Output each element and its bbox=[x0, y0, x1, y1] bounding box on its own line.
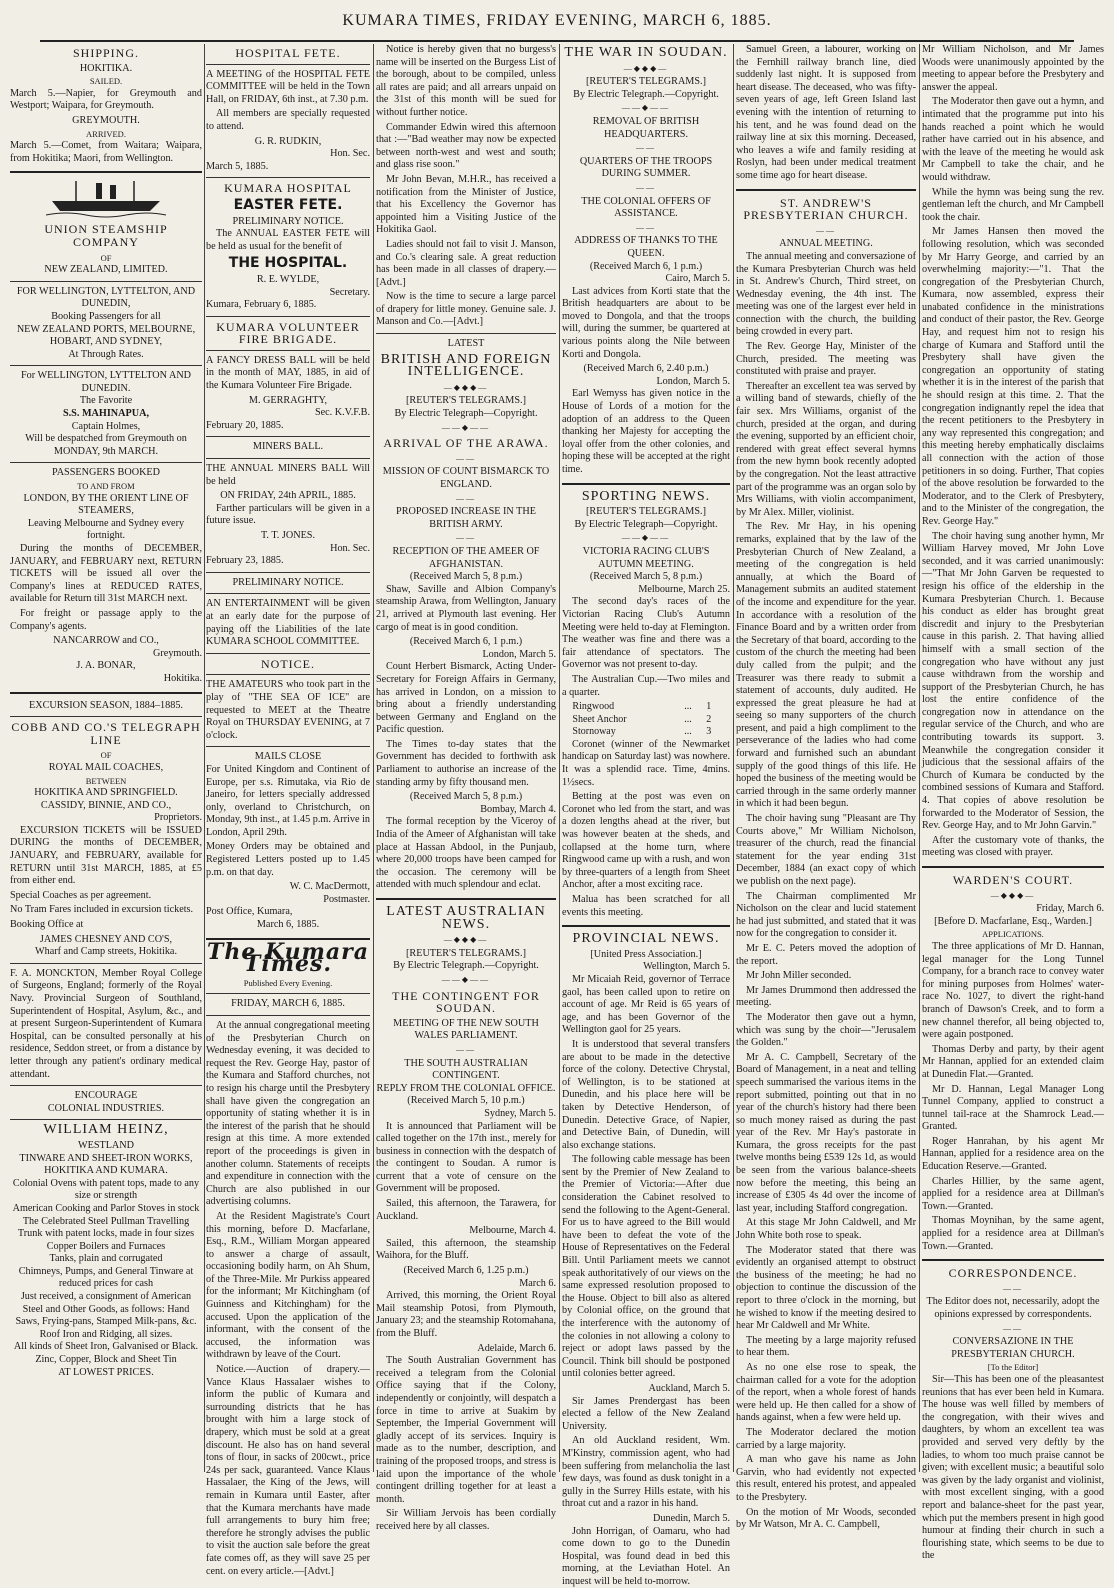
mails-body: For United Kingdom and Continent of Europe, per s.s. Rimutaka, via Rio de Janeiro, for letters specially addressed only, overland to Christchurch, on Monday, 9th inst., at 1.45 p.m. Arrive in London, April 29th. bbox=[206, 764, 370, 840]
bombay-dateline: Bombay, March 4. bbox=[376, 804, 556, 817]
before-line: [Before D. Macfarlane, Esq., Warden.] bbox=[922, 916, 1104, 929]
melbourne-dateline: Melbourne, March 4. bbox=[376, 1225, 556, 1238]
divider bbox=[206, 653, 370, 654]
excursion-title: EXCURSION SEASON, 1884–1885. bbox=[10, 700, 202, 713]
divider bbox=[10, 1085, 202, 1086]
mails-money: Money Orders may be obtained and Registered Letters posted up to 1.45 p.m. on that day. bbox=[206, 841, 370, 879]
divider bbox=[206, 350, 370, 351]
union-booking: Booking Passengers for all bbox=[10, 311, 202, 324]
miners-sig-title: Hon. Sec. bbox=[206, 543, 370, 556]
wylde-date: Kumara, February 6, 1885. bbox=[206, 299, 370, 312]
church-para-10: The Moderator then gave out a hymn, which was sung by the choir—"Jerusalem the Golden." bbox=[736, 1012, 916, 1050]
church-para-7: Mr E. C. Peters moved the adoption of the report. bbox=[736, 943, 916, 968]
heinz-westland: WESTLAND bbox=[10, 1140, 202, 1153]
heinz-places: HOKITIKA AND KUMARA. bbox=[10, 1165, 202, 1178]
bfi-heading: BRITISH AND FOREIGN INTELLIGENCE. bbox=[376, 354, 556, 379]
divider bbox=[206, 593, 370, 594]
horse-name: Stornoway bbox=[570, 726, 682, 739]
divider bbox=[206, 746, 370, 747]
adelaide-dateline: Adelaide, March 6. bbox=[376, 1343, 556, 1356]
church-cont-6: After the customary vote of thanks, the meeting was closed with prayer. bbox=[922, 835, 1104, 860]
miners-heading: MINERS BALL. bbox=[206, 441, 370, 454]
table-row bbox=[570, 714, 721, 727]
union-of: OF bbox=[10, 252, 202, 265]
divider bbox=[10, 281, 202, 282]
heinz-tanks: Tanks, plain and corrugated bbox=[10, 1253, 202, 1266]
greymouth-heading: GREYMOUTH. bbox=[10, 115, 202, 128]
divider bbox=[10, 963, 202, 964]
dunedin-dateline: Dunedin, March 5. bbox=[562, 1513, 730, 1526]
moncton-ad: F. A. MONCKTON, Member Royal College of Surgeons, England; formerly of the Royal Navy. Provincial Surgeon of Southland, Superintendent of Hospital, Asylum, &c., and at present Surgeon-Superintendent of Kumara Hospital, can be consulted personally at his residence, Seddon street, or from a distance by letter through any patient's ordinary medical attendant. bbox=[10, 968, 202, 1081]
the-hospital: THE HOSPITAL. bbox=[206, 257, 370, 270]
bevan-notice: Mr John Bevan, M.H.R., has received a notification from the Minister of Justice, that his Excellency the Governor has appointed him a Visiting Justice of the Hokitika Gaol. bbox=[376, 174, 556, 237]
table-row bbox=[570, 726, 721, 739]
divider bbox=[922, 866, 1104, 868]
divider bbox=[206, 674, 370, 675]
received-2: (Received March 6, 1 p.m.) bbox=[376, 636, 556, 649]
coronet-para: Coronet (winner of the Newmarket handicap on Saturday last) was nowhere. It was a splendid race. Time, 4mins. 1½secs. bbox=[562, 739, 730, 789]
ornament: ——◆—— bbox=[562, 532, 730, 545]
union-nz: NEW ZEALAND, LIMITED. bbox=[10, 264, 202, 277]
ornament: ——◆—— bbox=[376, 974, 556, 987]
ornament: —◆◆◆— bbox=[376, 382, 556, 395]
friday-dateline: Friday, March 6. bbox=[922, 903, 1104, 916]
now-ad: Now is the time to secure a large parcel of drapery for little money. Genuine sale. J. Manson and Co.—[Advt.] bbox=[376, 291, 556, 329]
transfers-para: It is understood that several transfers are about to be made in the detective force of the colony. Detective Chrystal, of Wellington, is to be stationed at Dunedin, and his place here will be taken by Detective Henderson, of Dunedin. Detective Grace, of Napier, and Detective Bain, of Dunedin, will also exchange stations. bbox=[562, 1039, 730, 1152]
app-4: Roger Hanrahan, by his agent Mr Hannan, applied for a residence area on the Education Reserve.—Granted. bbox=[922, 1136, 1104, 1174]
sailed-label: SAILED. bbox=[10, 75, 202, 88]
union-captain: Captain Holmes, bbox=[10, 421, 202, 434]
ornament: ——◆—— bbox=[562, 102, 730, 115]
viceroy-para: The formal reception by the Viceroy of India of the Ameer of Afghanistan will take place at Hassan Abdool, in the Punjaub, where 20,000 troops have been camped for the occasion. The ceremony will be attended with much splendour and eclat. bbox=[376, 816, 556, 892]
cobb-title: COBB AND CO.'S TELEGRAPH LINE bbox=[10, 721, 202, 746]
lead-para-3: Notice.—Auction of drapery.—Vance Klaus Hassalaer wishes to inform the public of Kumara and surrounding districts that he has brought with him a large stock of drapery, which must be sold at a great discount. He also has on hand several tons of flour, in sacks of 200cwt., price 24s per sack, guaranteed. Vance Klaus Hassalaer, the King of the Jews, will remain in Kumara until Easter, after that the Kumara merchants have made full arrangements to bury him free; therefore he strongly advises the public to visit the auction sale before the great fate comes off, as they will save 25 per cent. on every article.—[Advt.] bbox=[206, 1364, 370, 1578]
fete-members: All members are specially requested to attend. bbox=[206, 108, 370, 133]
heinz-prices: AT LOWEST PRICES. bbox=[10, 1367, 202, 1380]
column-rule bbox=[559, 44, 560, 1472]
column-rule bbox=[733, 44, 734, 1472]
london-dateline: London, March 5. bbox=[562, 376, 730, 389]
latest-australian: LATEST AUSTRALIAN NEWS. bbox=[376, 906, 556, 931]
union-for: FOR WELLINGTON, LYTTELTON, AND DUNEDIN, bbox=[10, 286, 202, 311]
cobb-special: Special Coaches as per agreement. bbox=[10, 890, 202, 903]
cup-para: The Australian Cup.—Two miles and a quarter. bbox=[562, 674, 730, 699]
cobb-tram: No Tram Fares included in excursion tickets. bbox=[10, 904, 202, 917]
wemyss-para: Earl Wemyss has given notice in the House of Lords of a motion for the adoption of an address to the Queen thanking her Majesty for accepting the loyal offer from the other colonies, and hoping these will be accepted at the right time. bbox=[562, 388, 730, 476]
divider bbox=[206, 1015, 370, 1016]
cairo-dateline: Cairo, March 5. bbox=[562, 273, 730, 286]
reuters-label-2: [REUTER'S TELEGRAMS.] bbox=[376, 948, 556, 961]
auckland-dateline: Auckland, March 5. bbox=[562, 1383, 730, 1396]
heinz-chimneys: Chimneys, Pumps, and General Tinware at reduced prices for cash bbox=[10, 1266, 202, 1291]
pass-agent2: J. A. BONAR, bbox=[10, 660, 202, 673]
ornament: —— bbox=[922, 1323, 1104, 1336]
waihora-para: Sailed, this afternoon, the steamship Waihora, for the Bluff. bbox=[376, 1238, 556, 1263]
ornament: —◆◆◆— bbox=[562, 63, 730, 76]
ornament: —— bbox=[562, 142, 730, 155]
divider bbox=[206, 458, 370, 459]
miners-sig: T. T. JONES. bbox=[206, 530, 370, 543]
church-para-2: The Rev. George Hay, Minister of the Church, presided. The meeting was constituted with praise and prayer. bbox=[736, 341, 916, 379]
paper-nameplate: The Kumara Times. bbox=[206, 946, 370, 971]
reuters-label: [REUTER'S TELEGRAMS.] bbox=[562, 76, 730, 89]
times-para: The Times to-day states that the Government has decided to forthwith ask Parliament to authorise an increase of the standing army by fifty thousand men. bbox=[376, 739, 556, 789]
union-ports: NEW ZEALAND PORTS, MELBOURNE, HOBART, AND SYDNEY, bbox=[10, 324, 202, 349]
divider bbox=[10, 171, 202, 173]
fete-sig: G. R. RUDKIN, bbox=[206, 136, 370, 149]
kinstry-para: An old Auckland resident, Wm. M'Kinstry, commission agent, who had been suffering from melancholia the last few days, was found as dusk tonight in a gully in the Surrey Hills estate, with his throat cut and a razor in his hand. bbox=[562, 1435, 730, 1511]
hospital-heading: KUMARA HOSPITAL bbox=[206, 182, 370, 195]
vrc-heading: VICTORIA RACING CLUB'S AUTUMN MEETING. bbox=[562, 546, 730, 571]
church-para-9: Mr James Drummond then addressed the meeting. bbox=[736, 985, 916, 1010]
fire-body: A FANCY DRESS BALL will be held in the month of MAY, 1885, in aid of the Kumara Volunteer Fire Brigade. bbox=[206, 355, 370, 393]
ornament: —— bbox=[376, 1044, 556, 1057]
colonial-industries: COLONIAL INDUSTRIES. bbox=[10, 1103, 202, 1116]
ornament: —— bbox=[922, 1283, 1104, 1296]
mails-date: March 6, 1885. bbox=[206, 919, 370, 932]
divider bbox=[10, 462, 202, 463]
easter-fete: EASTER FETE. bbox=[206, 199, 370, 212]
pass-booked: PASSENGERS BOOKED bbox=[10, 467, 202, 480]
app-5: Charles Hillier, by the same agent, applied for a residence area at Dillman's Town.—Granted. bbox=[922, 1176, 1104, 1214]
by-electric: By Electric Telegraph.—Copyright. bbox=[562, 89, 730, 102]
orient-para: Arrived, this morning, the Orient Royal Mail steamship Potosi, from Plymouth, January 23; and the steamship Rotomahana, from the Bluff. bbox=[376, 1290, 556, 1340]
mails-heading: MAILS CLOSE bbox=[206, 751, 370, 764]
miners-date: February 23, 1885. bbox=[206, 555, 370, 568]
church-cont-1: Mr William Nicholson, and Mr James Woods were unanimously appointed by the meeting to appear before the Presbytery and answer the appeal. bbox=[922, 44, 1104, 94]
place: 3 bbox=[704, 726, 721, 739]
column-6 bbox=[922, 44, 1104, 1472]
message-para: The following cable message has been sent by the Premier of New Zealand to the Premier of Victoria:—After due consideration the Cabinet resolved to send the following to the Agent-General. For us to have agreed to the Bill would have been to defeat the vote of the House of Representatives on the Federal Bill. Until Parliament meets we cannot speak authoritatively of our views on the same expressed resolution proposed to the House. Object to bill also as altered by Colonial office, on the ground that the interference with the autonomy of the colonies in not allowing a colony to reject or adopt laws passed by the Council. Think bill should be postponed until colonies better agreed. bbox=[562, 1154, 730, 1381]
app-3: Mr D. Hannan, Legal Manager Long Tunnel Company, applied to construct a tunnel tail-race at the Shamrock Lead.—Granted. bbox=[922, 1084, 1104, 1134]
heinz-received: Just received, a consignment of American Steel and Other Goods, as follows: Hand Saws, Frying-pans, Stamped Milk-pans, &c. bbox=[10, 1291, 202, 1329]
address-heading: ADDRESS OF THANKS TO THE QUEEN. bbox=[562, 235, 730, 260]
fire-sig: M. GERRAGHTY, bbox=[206, 395, 370, 408]
burgess-notice: Notice is hereby given that no burgess's name will be inserted on the Burgess List of the borough, about to be compiled, unless all rates are paid; and all arrears unpaid on the 31st of this month will be sued for without further notice. bbox=[376, 44, 556, 120]
notice-body: THE AMATEURS who took part in the play of "THE SEA OF ICE" are requested to MEET at the Theatre Royal on THURSDAY EVENING, at 7 o'clock. bbox=[206, 679, 370, 742]
mails-sig: W. C. MacDermott, bbox=[206, 881, 370, 894]
church-para-11: Mr A. C. Campbell, Secretary of the Board of Management, in a neat and telling speech summarised the various items in the report submitted, pointing out that in no year of the church's history had there been so much money raised as during the past year of the Rev. Mr Hay's pastorate in Kumara, the gross receipts for the past twelve months being £539 12s 1d, as would be seen from the various balance-sheets now before the meeting, this being an increase of £305 4s 4d over the income of last year, including Stafford congregation. bbox=[736, 1052, 916, 1216]
arawa-heading: ARRIVAL OF THE ARAWA. bbox=[376, 437, 556, 450]
church-para-6: The Chairman complimented Mr Nicholson on the clear and lucid statement he had just submitted, and stated that it was now for the congregation to consider it. bbox=[736, 891, 916, 941]
reid-para: Mr Micaiah Reid, governor of Terrace gaol, has been called upon to retire on account of age. Mr Reid is 65 years of age, and has been Governor of the Wellington gaol for 25 years. bbox=[562, 974, 730, 1037]
hokitika-heading: HOKITIKA. bbox=[10, 63, 202, 76]
leader-dots: ... bbox=[682, 701, 704, 714]
shipping-heading: SHIPPING. bbox=[10, 47, 202, 60]
pass-to: TO AND FROM bbox=[10, 480, 202, 493]
church-cont-3: While the hymn was being sung the rev. gentleman left the church, and Mr Campbell took the chair. bbox=[922, 187, 1104, 225]
divider bbox=[922, 1259, 1104, 1261]
church-cont-4: Mr James Hansen then moved the following resolution, which was seconded by Mr Harry George, and carried by an overwhelming majority:—"1. That the congregation of the Presbyterian Church, Kumara, now assembled, express their unabated confidence in the ministrations and conduct of their pastor, the Rev. George Hay, and request him not to resign his charge of Kumara and Stafford until the Presbytery shall have given the congregation an opportunity of stating whether it is in the interest of the parish that he should resign at this time. 2. That the congregation indignantly repel the idea that the recent petitioners to the Presbytery in any way represented this congregation; and this meeting hereby emphatically disclaims all connection with the action of those petitioners in so doing. Further, That copies of the above resolution be forwarded to the Moderator, and to the Clerk of Presbytery, and to the Minister of the congregation, the Rev. George Hay." bbox=[922, 226, 1104, 528]
lead-para-2: At the Resident Magistrate's Court this morning, before D. Macfarlane, Esq., R.M., William Morgan appeared to answer a charge of assault, occasioning bodily harm, on Ah Shum, of the Three-Mile. Mr Purkiss appeared for the informant; Mr Kitchingham (of Guinness and Kitchingham) for the accused. Upon the application of the informant, with the consent of the accused, the information was withdrawn by leave of the Court. bbox=[206, 1211, 370, 1362]
column-3 bbox=[376, 44, 556, 1472]
union-date: MONDAY, 9th MARCH. bbox=[10, 446, 202, 459]
korti-para: Last advices from Korti state that the British headquarters are about to be moved to Dongola, and that the troops will, during the summer, be quartered at various points along the Nile between Korti and Dongola. bbox=[562, 286, 730, 362]
wellington-dateline: Wellington, March 5. bbox=[562, 961, 730, 974]
masthead: KUMARA TIMES, FRIDAY EVENING, MARCH 6, 1885. bbox=[40, 6, 1074, 42]
church-para-16: The Moderator declared the motion carried by a large majority. bbox=[736, 1427, 916, 1452]
union-ship: S.S. MAHINAPUA, bbox=[10, 408, 202, 421]
divider bbox=[206, 177, 370, 178]
church-para-8: Mr John Miller seconded. bbox=[736, 970, 916, 983]
received-3: (Received March 5, 8 p.m.) bbox=[376, 791, 556, 804]
church-para-5: The choir having sung "Pleasant are Thy Courts above," Mr William Nicholson, treasurer of the church, read the financial statement for the year ending 31st December, 1884 (an exact copy of which we publish on the next page). bbox=[736, 813, 916, 889]
received-1: (Received March 5, 8 p.m.) bbox=[376, 571, 556, 584]
ornament: —— bbox=[376, 532, 556, 545]
reception-heading: RECEPTION OF THE AMEER OF AFGHANISTAN. bbox=[376, 546, 556, 571]
provincial-heading: PROVINCIAL NEWS. bbox=[562, 933, 730, 946]
church-para-1: The annual meeting and conversazione of the Kumara Presbyterian Church was held in St. Andrew's Church, Third street, on Wednesday evening, the 4th inst. The meeting was one of the largest ever held in connection with the church, the building being crowded in every part. bbox=[736, 251, 916, 339]
place: 1 bbox=[704, 701, 721, 714]
miners-body: THE ANNUAL MINERS BALL Will be held bbox=[206, 463, 370, 488]
column-2 bbox=[206, 44, 370, 1472]
heinz-stoves: American Cooking and Parlor Stoves in stock bbox=[10, 1203, 202, 1216]
divider bbox=[10, 365, 202, 366]
mails-sig-title: Postmaster. bbox=[206, 894, 370, 907]
lead-para-1: At the annual congregational meeting of the Presbyterian Church on Wednesday evening, it was decided to request the Rev. George Hay, pastor of the Kumara and Stafford churches, not to resign his charge until the Presbytery shall have given the congregation an opportunity of stating whether it is in the interest of the parish that he should resign at this time. A more extended report of the proceedings is given in another column. Statements of receipts and expenditure in connection with the Church are also published in our advertising columns. bbox=[206, 1020, 370, 1209]
fete-date: March 5, 1885. bbox=[206, 161, 370, 174]
steamship-icon bbox=[46, 179, 166, 219]
pass-agent1-place: Greymouth. bbox=[10, 648, 202, 661]
arrived-label: ARRIVED. bbox=[10, 128, 202, 141]
cobb-props-label: Proprietors. bbox=[10, 812, 202, 825]
wylde-sig: R. E. WYLDE, bbox=[206, 274, 370, 287]
march6-dateline: March 6. bbox=[376, 1278, 556, 1291]
church-para-4: The Rev. Mr Hay, in his opening remarks, explained that by the law of the Presbyterian Church of New Zealand, a meeting of the congregation is held annually, at which the Board of Management submits an audited statement of the income and expenditure for the year. In accordance with a resolution of the Finance Board and by a written order from the Secretary of that board, according to the custom of the church the meeting had been duly called from the pulpit; and the Treasurer was there ready to submit a statement of accounts, duly audited. He expressed the great pleasure he had at seeing so many supporters of the church present, and paid a high compliment to the perseverance of the ladies who had come forward and furnished such an abundant supply of the good things of this life. He hoped the business of the meeting would be carried through in the same orderly manner in which it had been begun. bbox=[736, 521, 916, 811]
heinz-boilers: Copper Boilers and Furnaces bbox=[10, 1241, 202, 1254]
divider bbox=[10, 692, 202, 694]
divider bbox=[376, 333, 556, 334]
column-rule bbox=[919, 44, 920, 1472]
adelaide-para: The South Australian Government has received a telegram from the Colonial Office saying that if the Colony, independently or conjointly, will despatch a force in time to arrive at Suakim by September, the Imperial Government will gladly accept of its services. Inquiry is made as to the number, description, and training of the proposed troops, and stress is laid upon the importance of the whole contingent drilling together for at least a month. bbox=[376, 1355, 556, 1506]
church-para-15: As no one else rose to speak, the chairman called for a vote for the adoption of the report, when a whole forest of hands were held up. He then called for a show of hands against, when a few were held up. bbox=[736, 1362, 916, 1425]
heinz-works: TINWARE AND SHEET-IRON WORKS, bbox=[10, 1153, 202, 1166]
divider bbox=[10, 1119, 202, 1120]
second-day-para: The second day's races of the Victorian Racing Club's Autumn Meeting were held to-day at Flemington. The weather was fine and there was a fair attendance of spectators. The Governor was not present to-day. bbox=[562, 596, 730, 672]
leader-dots: ... bbox=[682, 726, 704, 739]
column-4 bbox=[562, 44, 730, 1472]
cobb-wharf: Wharf and Camp streets, Hokitika. bbox=[10, 946, 202, 959]
fete-sig-title: Hon. Sec. bbox=[206, 148, 370, 161]
app-6: Thomas Moynihan, by the same agent, applied for a residence area at Dillman's Town.—Granted. bbox=[922, 1215, 1104, 1253]
ornament: —◆◆◆— bbox=[376, 934, 556, 947]
greymouth-arrived: March 5.—Comet, from Waitara; Waipara, from Hokitika; Maori, from Wellington. bbox=[10, 140, 202, 165]
divider bbox=[206, 64, 370, 65]
church-para-18: On the motion of Mr Woods, seconded by Mr Watson, Mr A. C. Campbell, bbox=[736, 1507, 916, 1532]
south-aus-heading: THE SOUTH AUSTRALIAN CONTINGENT. bbox=[376, 1058, 556, 1083]
notice-heading: NOTICE. bbox=[206, 658, 370, 671]
divider bbox=[206, 993, 370, 994]
union-for2: For WELLINGTON, LYTTELTON AND DUNEDIN. bbox=[10, 370, 202, 395]
fete-body: A MEETING of the HOSPITAL FETE COMMITTEE will be held in the Town Hall, on FRIDAY, 6th inst., at 7.30 p.m. bbox=[206, 69, 370, 107]
proposed-heading: PROPOSED INCREASE IN THE BRITISH ARMY. bbox=[376, 506, 556, 531]
heinz-sheet: All kinds of Sheet Iron, Galvanised or Black. bbox=[10, 1341, 202, 1354]
miners-further: Farther particulars will be given in a future issue. bbox=[206, 503, 370, 528]
meeting-nsw: MEETING OF THE NEW SOUTH WALES PARLIAMENT. bbox=[376, 1018, 556, 1043]
reuters-label: [REUTER'S TELEGRAMS.] bbox=[376, 395, 556, 408]
divider bbox=[206, 436, 370, 437]
church-cont-2: The Moderator then gave out a hymn, and intimated that the programme put into his hands reached a point which he would rather have carried out in his absence, and with the leave of the meeting he would ask Mr Campbell to take the chair, and he would withdraw. bbox=[922, 96, 1104, 184]
horrigan-para: John Horrigan, of Oamaru, who had come down to go to the Dunedin Hospital, was found dead in bed this morning, at the Leviathan Hotel. An inquest will be held to-morrow. bbox=[562, 1526, 730, 1588]
church-cont-5: The choir having sung another hymn, Mr William Harvey moved, Mr John Love seconded, and it was carried unanimously:—"That Mr John Garven be requested to resign his office of the eldership in the Kumara Presbyterian Church. 1. Because his conduct as elder has brought great discredit and injury to the Presbyterian cause in this parish. 2. That having allied himself with a small section of the congregation who have without any just cause withdrawn from the worship and support of the Presbyterian Church, he has lost the entire confidence of the congregation now in attendance on the regular service of the Church, and who are contributing towards its support. 3. Meanwhile the congregation consider it judicious that the sessional affairs of the Church of Kumara be conducted by the combined sessions of Kumara and Stafford. 4. That copies of above resolution be forwarded to the Moderator of Session, the Rev. George Hay, and to Mr John Garvin." bbox=[922, 531, 1104, 833]
pass-agent1: NANCARROW and CO., bbox=[10, 635, 202, 648]
app-1: The three applications of Mr D. Hannan, legal manager for the Long Tunnel Company, for a branch race to convey water for mining purposes from Holmes' water-race No. 1027, to divert the right-hand branch of Dawson's Creek, and to form a new channel therefor, all being objected to, were again postponed. bbox=[922, 941, 1104, 1042]
to-editor: [To the Editor] bbox=[922, 1361, 1104, 1374]
horse-name: Ringwood bbox=[570, 701, 682, 714]
church-para-14: The meeting by a large majority refused to hear them. bbox=[736, 1335, 916, 1360]
ornament: —— bbox=[562, 222, 730, 235]
place: 2 bbox=[704, 714, 721, 727]
cobb-office: JAMES CHESNEY AND CO'S, bbox=[10, 934, 202, 947]
column-rule bbox=[373, 44, 374, 1472]
heinz-roof: Roof Iron and Ridging, all sizes. bbox=[10, 1329, 202, 1342]
wylde-title: Secretary. bbox=[206, 287, 370, 300]
entertainment-body: AN ENTERTAINMENT will be given at an early date for the purpose of paying off the Liabilities of the late KUMARA SCHOOL COMMITTEE. bbox=[206, 598, 370, 648]
published-line: Published Every Evening. bbox=[206, 977, 370, 990]
cobb-royal: ROYAL MAIL COACHES, bbox=[10, 762, 202, 775]
by-electric-2: By Electric Telegraph—Copyright. bbox=[562, 519, 730, 532]
edwin-weather: Commander Edwin wired this afternoon that :—"Bad weather may now be expected between north-west and west and south; and glass rise soon." bbox=[376, 122, 556, 172]
latest: LATEST bbox=[376, 338, 556, 351]
heinz-title: WILLIAM HEINZ, bbox=[10, 1124, 202, 1137]
betting-para: Betting at the post was even on Coronet who led from the start, and was a dozen lengths ahead at the river, but was however beaten at the sheds, and collapsed at the home turn, where Ringwood came up with a rush, and won by three-quarters of a length from Sheet Anchor, after a most exciting race. bbox=[562, 791, 730, 892]
received-5: (Received March 6, 1.25 p.m.) bbox=[376, 1265, 556, 1278]
annual-meeting: ANNUAL MEETING. bbox=[736, 238, 916, 251]
conversazione-heading: CONVERSAZIONE IN THE PRESBYTERIAN CHURCH. bbox=[922, 1336, 1104, 1361]
quarters-heading: QUARTERS OF THE TROOPS DURING SUMMER. bbox=[562, 156, 730, 181]
easter-body: The ANNUAL EASTER FETE will be held as usual for the benefit of bbox=[206, 228, 370, 253]
ornament: ——◆—— bbox=[376, 422, 556, 435]
received-2: (Received March 6, 2.40 p.m.) bbox=[562, 363, 730, 376]
contingent-heading: THE CONTINGENT FOR SOUDAN. bbox=[376, 990, 556, 1015]
heinz-zinc: Zinc, Copper, Block and Sheet Tin bbox=[10, 1354, 202, 1367]
fire-sig-title: Sec. K.V.F.B. bbox=[206, 407, 370, 420]
letter-body: Sir—This has been one of the pleasantest reunions that has ever been held in Kumara. The house was well filled by members of the congregation, with their wives and daughters, by whom an excellent tea was provided and served very deftly by the ladies, to whom too much praise cannot be given; with excellent music; a beautiful solo was given by the lady organist and violinist, with most excellent singing, with a good report and balance-sheet for the past year, which put the members present in high good humour at finding their church in such a flourishing state, which seems to be due to the bbox=[922, 1374, 1104, 1563]
ladies-ad: Ladies should not fail to visit J. Manson, and Co.'s clearing sale. A great reduction has been made in all classes of drapery.—[Advt.] bbox=[376, 239, 556, 289]
sailed-para: Sailed, this afternoon, the Tarawera, for Auckland. bbox=[376, 1198, 556, 1223]
cobb-between: BETWEEN bbox=[10, 775, 202, 788]
race-results bbox=[570, 701, 721, 739]
received-4: (Received March 5, 10 p.m.) bbox=[376, 1095, 556, 1108]
by-electric: By Electric Telegraph—Copyright. bbox=[376, 408, 556, 421]
issue-date: FRIDAY, MARCH 6, 1885. bbox=[206, 998, 370, 1011]
divider bbox=[562, 483, 730, 485]
divider bbox=[206, 572, 370, 573]
cobb-props: CASSIDY, BINNIE, AND CO., bbox=[10, 800, 202, 813]
fire-heading: KUMARA VOLUNTEER FIRE BRIGADE. bbox=[206, 321, 370, 346]
divider bbox=[206, 316, 370, 317]
union-title: UNION STEAMSHIP COMPANY bbox=[10, 223, 202, 248]
mails-office: Post Office, Kumara, bbox=[206, 906, 370, 919]
herbert-para: Count Herbert Bismarck, Acting Under-Secretary for Foreign Affairs in Germany, has arrived in London, on a mission to bring about a friendly understanding between Germany and England on the Pacific question. bbox=[376, 661, 556, 737]
offers-heading: THE COLONIAL OFFERS OF ASSISTANCE. bbox=[562, 196, 730, 221]
editor-note: The Editor does not, necessarily, adopt the opinions expressed by correspondents. bbox=[922, 1296, 1104, 1321]
divider bbox=[736, 189, 916, 191]
jervois-para: Sir William Jervois has been cordially received here by all classes. bbox=[376, 1508, 556, 1533]
received-1: (Received March 6, 1 p.m.) bbox=[562, 261, 730, 274]
melbourne-dateline: Melbourne, March 25. bbox=[562, 584, 730, 597]
fire-date: February 20, 1885. bbox=[206, 420, 370, 433]
sydney-dateline: Sydney, March 5. bbox=[376, 1108, 556, 1121]
heinz-ovens: Colonial Ovens with patent tops, made to any size or strength bbox=[10, 1178, 202, 1203]
ornament: —— bbox=[376, 453, 556, 466]
prendergast-para: Sir James Prendergast has been elected a fellow of the New Zealand University. bbox=[562, 1396, 730, 1434]
column-1 bbox=[10, 44, 202, 1472]
upa-label: [United Press Association.] bbox=[562, 949, 730, 962]
fete-heading: HOSPITAL FETE. bbox=[206, 47, 370, 60]
shaw-para: Shaw, Saville and Albion Company's steamship Arawa, from Wellington, January 21, arrived at Plymouth last evening. Her cargo of meat is in good condition. bbox=[376, 584, 556, 634]
encourage: ENCOURAGE bbox=[10, 1090, 202, 1103]
divider bbox=[376, 898, 556, 900]
union-despatch: Will be despatched from Greymouth on bbox=[10, 433, 202, 446]
st-andrews-heading: ST. ANDREW'S PRESBYTERIAN CHURCH. bbox=[736, 197, 916, 222]
mission-heading: MISSION OF COUNT BISMARCK TO ENGLAND. bbox=[376, 466, 556, 491]
church-para-13: The Moderator stated that there was evidently an organised attempt to obstruct the business of the meeting; he had no objection to continue the discussion of the report to three o'clock in the morning, but he wished to know if the meeting desired to hear Mr Caldwell and Mr White. bbox=[736, 1245, 916, 1333]
cobb-of: OF bbox=[10, 749, 202, 762]
leader-dots: ... bbox=[682, 714, 704, 727]
miners-date-line: ON FRIDAY, 24th APRIL, 1885. bbox=[206, 490, 370, 503]
green-para: Samuel Green, a labourer, working on the Fernhill railway branch line, died suddenly last night. It is supposed from heart disease. The deceased, who was fifty-seven years of age, left Green Island last evening with the intention of returning to his tent, and he was found dead on the railway line at six this morning. Deceased, who leaves a wife and family residing at Roslyn, had been under medical treatment some time ago for heart disease. bbox=[736, 44, 916, 183]
pass-agent2-place: Hokitika. bbox=[10, 673, 202, 686]
heinz-trunk: The Celebrated Steel Pullman Travelling Trunk with patent locks, made in four sizes bbox=[10, 1216, 202, 1241]
horse-name: Sheet Anchor bbox=[570, 714, 682, 727]
union-through: At Through Rates. bbox=[10, 349, 202, 362]
by-electric-2: By Electric Telegraph.—Copyright. bbox=[376, 960, 556, 973]
hokitika-sailed: March 5.—Napier, for Greymouth and Westport; Waipara, for Greymouth. bbox=[10, 88, 202, 113]
war-heading: THE WAR IN SOUDAN. bbox=[562, 47, 730, 60]
app-2: Thomas Derby and party, by their agent Mr Hannan, applied for an extended claim at Dunedin Flat.—Granted. bbox=[922, 1044, 1104, 1082]
removal-heading: REMOVAL OF BRITISH HEADQUARTERS. bbox=[562, 116, 730, 141]
ornament: —— bbox=[376, 493, 556, 506]
sporting-heading: SPORTING NEWS. bbox=[562, 491, 730, 504]
applications-label: APPLICATIONS. bbox=[922, 928, 1104, 941]
divider bbox=[562, 925, 730, 927]
column-rule bbox=[204, 44, 205, 1472]
pass-london: LONDON, BY THE ORIENT LINE OF STEAMERS, bbox=[10, 493, 202, 518]
prelim-notice-2: PRELIMINARY NOTICE. bbox=[206, 577, 370, 590]
wardens-heading: WARDEN'S COURT. bbox=[922, 874, 1104, 887]
reply-heading: REPLY FROM THE COLONIAL OFFICE. bbox=[376, 1083, 556, 1096]
cobb-route: HOKITIKA AND SPRINGFIELD. bbox=[10, 787, 202, 800]
received-3: (Received March 5, 8 p.m.) bbox=[562, 571, 730, 584]
church-para-12: At this stage Mr John Caldwell, and Mr John White both rose to speak. bbox=[736, 1217, 916, 1242]
divider bbox=[10, 716, 202, 717]
table-row bbox=[570, 701, 721, 714]
church-para-17: A man who gave his name as John Garvin, who had evidently not expected this result, entered his protest, and appealed to the Presbytery. bbox=[736, 1454, 916, 1504]
malua-para: Malua has been scratched for all events this meeting. bbox=[562, 894, 730, 919]
cobb-tickets: EXCURSION TICKETS will be ISSUED DURING the months of DECEMBER, JANUARY, and FEBRUARY, available for RETURN until 31st MARCH, 1885, at £5 from either end. bbox=[10, 825, 202, 888]
pass-freight: For freight or passage apply to the Company's agents. bbox=[10, 608, 202, 633]
correspondence-heading: CORRESPONDENCE. bbox=[922, 1267, 1104, 1280]
ornament: —— bbox=[562, 182, 730, 195]
union-favorite: The Favorite bbox=[10, 395, 202, 408]
ornament: —— bbox=[736, 225, 916, 238]
reuters-label-2: [REUTER'S TELEGRAMS.] bbox=[562, 506, 730, 519]
announced-para: It is announced that Parliament will be called together on the 17th inst., merely for business in connection with the despatch of the contingent to Soudan. A rumor is current that a vote of censure on the Government will be proposed. bbox=[376, 1121, 556, 1197]
prelim-notice: PRELIMINARY NOTICE. bbox=[206, 216, 370, 229]
column-5 bbox=[736, 44, 916, 1472]
london-dateline: London, March 5. bbox=[376, 649, 556, 662]
pass-months: During the months of DECEMBER, JANUARY, and FEBRUARY next, RETURN TICKETS will be issued all over the Company's lines at REDUCED RATES, available for Return till 31st MARCH next. bbox=[10, 543, 202, 606]
cobb-booking: Booking Office at bbox=[10, 919, 202, 932]
church-para-3: Thereafter an excellent tea was served by a willing band of stewards, chiefly of the fair sex. Mrs Williams, organist of the church, presided at the organ, and during the evening, supported by an efficient choir, rendered with great effect several hymns from the new hymn book recently adopted by the congregation. Not the least attractive part of the programme was an organ solo by Mrs Williams, with violin accompaniment, by Mr Alex. Miller, violinist. bbox=[736, 381, 916, 520]
ornament: —◆◆◆— bbox=[922, 890, 1104, 903]
pass-leaving: Leaving Melbourne and Sydney every fortnight. bbox=[10, 518, 202, 543]
